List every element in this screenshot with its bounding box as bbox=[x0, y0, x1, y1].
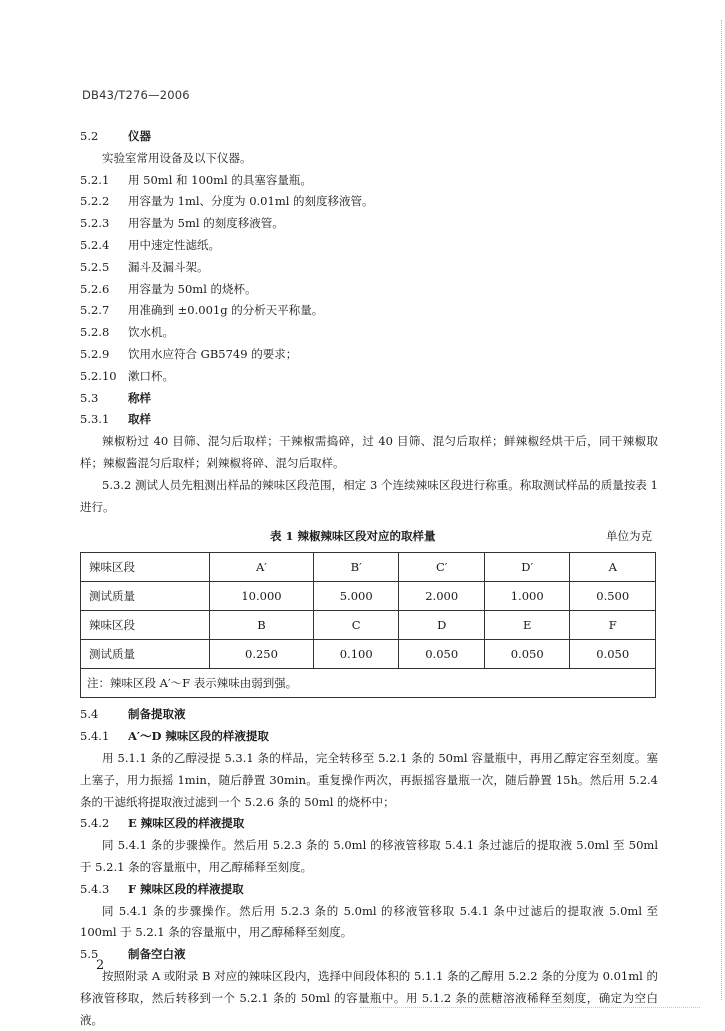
section-number: 5.4 bbox=[80, 707, 99, 722]
list-item bbox=[80, 191, 658, 213]
list-item bbox=[80, 322, 658, 344]
table-row bbox=[81, 553, 656, 582]
section-heading-5-4 bbox=[80, 704, 658, 726]
table-cell: A′ bbox=[210, 553, 314, 582]
table-cell: C bbox=[313, 611, 399, 640]
item-text: 漱口杯。 bbox=[128, 368, 174, 383]
list-item bbox=[80, 300, 658, 322]
table-cell: 0.050 bbox=[399, 640, 485, 669]
table-cell: 2.000 bbox=[399, 582, 485, 611]
table-title: 表 1 辣椒辣味区段对应的取样量 bbox=[270, 529, 436, 544]
subsection-heading-5-4-2 bbox=[80, 813, 658, 835]
table-note: 注：辣味区段 A′～F 表示辣味由弱到强。 bbox=[81, 669, 656, 698]
item-number: 5.2.5 bbox=[80, 259, 110, 274]
table-row bbox=[81, 582, 656, 611]
item-text: 饮用水应符合 GB5749 的要求； bbox=[128, 346, 298, 361]
sampling-table bbox=[80, 552, 656, 698]
section-intro: 实验室常用设备及以下仪器。 bbox=[102, 150, 252, 165]
section-number: 5.2 bbox=[80, 129, 99, 143]
table-row bbox=[81, 611, 656, 640]
subsection-number: 5.3.1 bbox=[80, 412, 110, 427]
item-number: 5.2.9 bbox=[80, 346, 110, 361]
item-number: 5.2.1 bbox=[80, 172, 110, 187]
table-row bbox=[81, 669, 656, 698]
subsection-number: 5.4.2 bbox=[80, 816, 110, 831]
table-cell: 0.050 bbox=[484, 640, 570, 669]
list-item bbox=[80, 366, 658, 388]
table-unit: 单位为克 bbox=[606, 529, 652, 544]
row-label: 测试质量 bbox=[81, 640, 210, 669]
table-cell: 0.100 bbox=[313, 640, 399, 669]
subsection-number: 5.4.3 bbox=[80, 881, 110, 896]
table-cell: D′ bbox=[484, 553, 570, 582]
table-cell: 0.250 bbox=[210, 640, 314, 669]
section-heading-5-3 bbox=[80, 388, 658, 410]
table-cell: A bbox=[570, 553, 656, 582]
paragraph-5-3-2: 5.3.2 测试人员先粗测出样品的辣味区段范围，相定 3 个连续辣味区段进行称重。称取测试样品的质量按表 1 进行。 bbox=[80, 477, 658, 514]
page-number: 2 bbox=[96, 958, 105, 973]
item-number: 5.2.8 bbox=[80, 325, 110, 340]
paragraph-5-3-1: 辣椒粉过 40 目筛、混匀后取样；干辣椒需捣碎，过 40 目筛、混匀后取样；鲜辣椒经烘干后，同干辣椒取样；辣椒酱混匀后取样；剁辣椒将碎、混匀后取样。 bbox=[80, 434, 658, 470]
subsection-title: 取样 bbox=[128, 412, 151, 427]
section-heading-5-5 bbox=[80, 944, 658, 966]
table-cell: F bbox=[570, 611, 656, 640]
list-item bbox=[80, 279, 658, 301]
section-title: 制备空白液 bbox=[128, 947, 186, 962]
section-heading-5-2 bbox=[80, 126, 658, 148]
item-number: 5.2.10 bbox=[80, 368, 117, 383]
subsection-heading-5-3-1 bbox=[80, 409, 658, 431]
table-cell: B′ bbox=[313, 553, 399, 582]
section-title: 仪器 bbox=[128, 129, 151, 143]
subsection-heading-5-4-3 bbox=[80, 879, 658, 901]
item-text: 漏斗及漏斗架。 bbox=[128, 259, 209, 274]
scan-bottom-mark bbox=[360, 1005, 700, 1008]
standard-code-header: DB43/T276—2006 bbox=[82, 88, 190, 102]
subsection-title: A′～D 辣味区段的样液提取 bbox=[128, 729, 269, 744]
subsection-title: F 辣味区段的样液提取 bbox=[128, 881, 244, 896]
table-row bbox=[81, 640, 656, 669]
table-cell: 5.000 bbox=[313, 582, 399, 611]
item-number: 5.2.7 bbox=[80, 303, 110, 318]
list-item bbox=[80, 257, 658, 279]
row-label: 辣味区段 bbox=[81, 553, 210, 582]
item-number: 5.2.4 bbox=[80, 237, 110, 252]
row-label: 辣味区段 bbox=[81, 611, 210, 640]
paragraph-5-4-2: 同 5.4.1 条的步骤操作。然后用 5.2.3 条的 5.0ml 的移液管移取 5.4.1 条过滤后的提取液 5.0ml 至 50ml 于 5.2.1 条的容量瓶中，用乙醇稀释至刻度。 bbox=[80, 838, 658, 874]
table-cell: C′ bbox=[399, 553, 485, 582]
page-content bbox=[80, 126, 658, 1031]
table-cell: 1.000 bbox=[484, 582, 570, 611]
item-text: 用容量为 50ml 的烧杯。 bbox=[128, 281, 257, 296]
section-title: 制备提取液 bbox=[128, 707, 186, 722]
row-label: 测试质量 bbox=[81, 582, 210, 611]
list-item bbox=[80, 170, 658, 192]
item-number: 5.2.3 bbox=[80, 216, 110, 231]
section-number: 5.5 bbox=[80, 947, 99, 962]
subsection-title: E 辣味区段的样液提取 bbox=[128, 816, 245, 831]
paragraph-5-5: 按照附录 A 或附录 B 对应的辣味区段内，选择中间段体积的 5.1.1 条的乙醇用 5.2.2 条的分度为 0.01ml 的移液管移取，然后转移到一个 5.2.1 条的 50ml 的容量瓶中。用 5.1.2 条的蔗糖溶液稀释至刻度，确定为空白液。 bbox=[80, 968, 658, 1027]
item-text: 用中速定性滤纸。 bbox=[128, 237, 220, 252]
table-cell: E bbox=[484, 611, 570, 640]
item-text: 用容量为 1ml、分度为 0.01ml 的刻度移液管。 bbox=[128, 194, 374, 209]
item-text: 用容量为 5ml 的刻度移液管。 bbox=[128, 216, 284, 231]
list-item bbox=[80, 235, 658, 257]
table-cell: 0.050 bbox=[570, 640, 656, 669]
item-text: 饮水机。 bbox=[128, 325, 174, 340]
item-number: 5.2.6 bbox=[80, 281, 110, 296]
table-caption-row bbox=[80, 526, 658, 550]
item-number: 5.2.2 bbox=[80, 194, 110, 209]
paragraph-5-4-3: 同 5.4.1 条的步骤操作。然后用 5.2.3 条的 5.0ml 的移液管移取 5.4.1 条中过滤后的提取液 5.0ml 至 100ml 于 5.2.1 条的容量瓶中，用乙醇稀释至刻度。 bbox=[80, 903, 658, 940]
subsection-number: 5.4.1 bbox=[80, 729, 110, 744]
subsection-heading-5-4-1 bbox=[80, 726, 658, 748]
section-number: 5.3 bbox=[80, 390, 99, 405]
table-cell: 10.000 bbox=[210, 582, 314, 611]
item-text: 用准确到 ±0.001g 的分析天平称量。 bbox=[128, 303, 324, 318]
item-text: 用 50ml 和 100ml 的具塞容量瓶。 bbox=[128, 172, 312, 187]
table-cell: 0.500 bbox=[570, 582, 656, 611]
section-title: 称样 bbox=[128, 390, 151, 405]
table-cell: B bbox=[210, 611, 314, 640]
list-item bbox=[80, 344, 658, 366]
paragraph-5-4-1: 用 5.1.1 条的乙醇浸提 5.3.1 条的样品，完全转移至 5.2.1 条的 50ml 容量瓶中，再用乙醇定容至刻度。塞上塞子，用力振摇 1min，随后静置 30min。重复操作两次，再振摇容量瓶一次，随后静置 15h。然后用 5.2.4 条的干滤纸将提取液过滤到一个 5.2.6 条的 50ml 的烧杯中； bbox=[80, 750, 658, 809]
list-item bbox=[80, 213, 658, 235]
table-cell: D bbox=[399, 611, 485, 640]
scan-edge-mark bbox=[717, 20, 722, 1000]
